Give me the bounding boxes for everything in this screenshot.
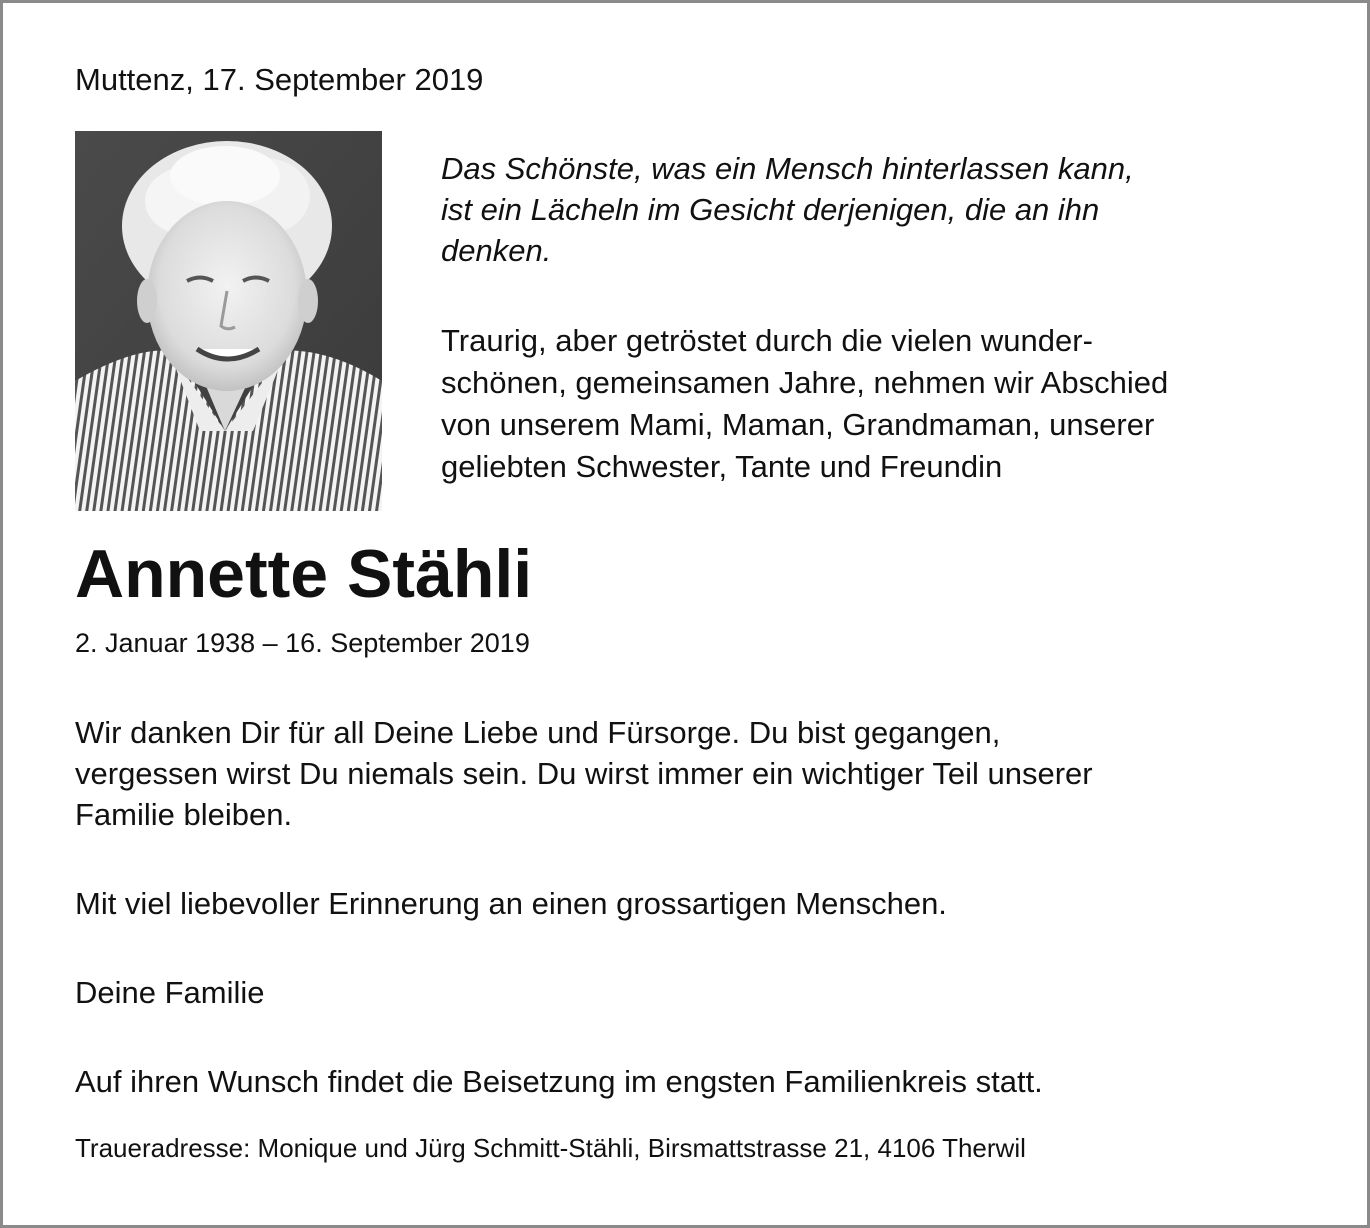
thanks-line: Familie bleiben. [75, 797, 293, 832]
farewell-line: von unserem Mami, Maman, Grandmaman, unserer [441, 407, 1155, 442]
portrait-photo [75, 131, 382, 511]
farewell-text [441, 320, 1341, 488]
memorial-quote [441, 148, 1301, 271]
thanks-paragraph [75, 712, 1093, 835]
quote-line: ist ein Lächeln im Gesicht derjenigen, die an ihn [441, 192, 1100, 227]
memory-line: Mit viel liebevoller Erinnerung an einen grossartigen Menschen. [75, 886, 947, 921]
family-signature: Deine Familie [75, 975, 265, 1010]
burial-notice: Auf ihren Wunsch findet die Beisetzung im engsten Familienkreis statt. [75, 1064, 1043, 1099]
quote-line: Das Schönste, was ein Mensch hinterlassen kann, [441, 151, 1134, 186]
farewell-line: geliebten Schwester, Tante und Freundin [441, 449, 1003, 484]
farewell-line: schönen, gemeinsamen Jahre, nehmen wir Abschied [441, 365, 1169, 400]
thanks-line: vergessen wirst Du niemals sein. Du wirst immer ein wichtiger Teil unserer [75, 756, 1093, 791]
deceased-name: Annette Stähli [75, 536, 533, 612]
lifespan-dates: 2. Januar 1938 – 16. September 2019 [75, 628, 530, 658]
quote-line: denken. [441, 233, 552, 268]
mourning-address: Traueradresse: Monique und Jürg Schmitt-Stähli, Birsmattstrasse 21, 4106 Therwil [75, 1133, 1026, 1163]
place-date: Muttenz, 17. September 2019 [75, 62, 484, 97]
farewell-line: Traurig, aber getröstet durch die vielen wunder- [441, 323, 1093, 358]
thanks-line: Wir danken Dir für all Deine Liebe und Fürsorge. Du bist gegangen, [75, 715, 1001, 750]
